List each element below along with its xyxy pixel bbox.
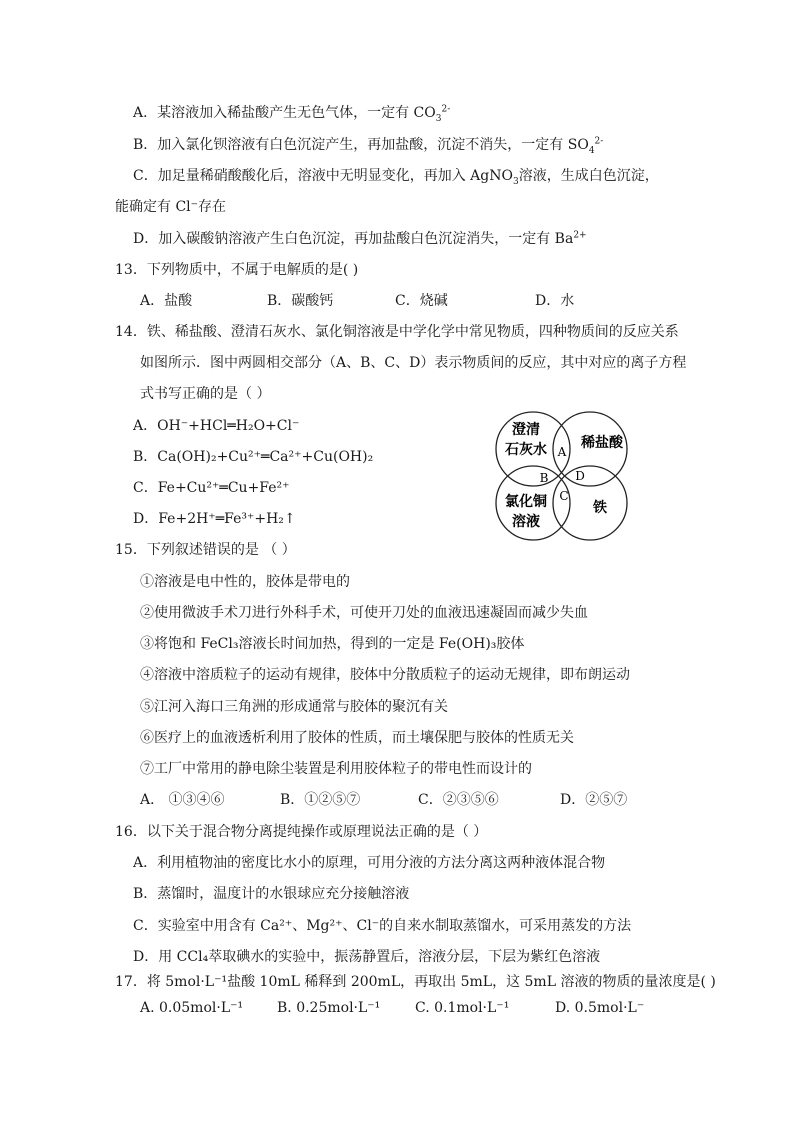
q15-item-4: ④溶液中溶质粒子的运动有规律，胶体中分散质粒子的运动无规律，即布朗运动 (140, 667, 630, 683)
q12-option-c: C．加足量稀硝酸酸化后，溶液中无明显变化，再加入 AgNO$_3$溶液，生成白色沉淀， (133, 168, 659, 187)
q14-option-a: A．OH⁻+HCl═H₂O+Cl⁻ (133, 418, 300, 434)
q14-stem-line-1: 14．铁、稀盐酸、澄清石灰水、氯化铜溶液是中学化学中常见物质，四种物质间的反应关系 (115, 324, 679, 340)
venn-circle-iron (553, 466, 627, 540)
q12-option-c-continued: 能确定有 Cl⁻存在 (115, 199, 227, 215)
q16-stem: 16．以下关于混合物分离提纯操作或原理说法正确的是（ ） (115, 824, 488, 840)
q13-option-a: A．盐酸 (140, 293, 193, 309)
q13-option-d: D．水 (535, 293, 575, 309)
q15-option-a: A． ①③④⑥ (140, 792, 225, 808)
q13-option-b: B．碳酸钙 (267, 293, 334, 309)
venn-label-copper-chloride-1: 氯化铜 (505, 494, 547, 510)
q14-stem-line-2: 如图所示．图中两圆相交部分（A、B、C、D）表示物质间的反应，其中对应的离子方程 (140, 355, 687, 371)
venn-diagram (492, 406, 632, 546)
q17-option-d: D. 0.5mol·L⁻ (555, 1000, 645, 1016)
venn-region-b: B (539, 471, 549, 485)
venn-label-limewater-1: 澄清 (512, 422, 540, 438)
q16-option-a: A．利用植物油的密度比水小的原理，可用分液的方法分离这两种液体混合物 (133, 855, 606, 871)
q12-option-b: B．加入氯化钡溶液有白色沉淀产生，再加盐酸，沉淀不消失，一定有 $SO_4^{2-}$ (133, 136, 604, 156)
venn-label-copper-chloride-2: 溶液 (512, 514, 540, 530)
q16-option-c: C．实验室中用含有 Ca²⁺、Mg²⁺、Cl⁻的自来水制取蒸馏水，可采用蒸发的方法 (133, 918, 632, 934)
venn-label-limewater-2: 石灰水 (505, 442, 547, 458)
q15-item-1: ①溶液是电中性的，胶体是带电的 (140, 574, 350, 590)
q14-stem-line-3: 式书写正确的是（ ） (140, 386, 271, 402)
q16-option-d: D．用 CCl₄萃取碘水的实验中，振荡静置后，溶液分层，下层为紫红色溶液 (133, 949, 601, 965)
q15-item-6: ⑥医疗上的血液透析利用了胶体的性质，而土壤保肥与胶体的性质无关 (140, 730, 574, 746)
q12-option-a: A．某溶液加入稀盐酸产生无色气体，一定有 $CO_3^{2-}$ (133, 104, 451, 124)
q15-item-2: ②使用微波手术刀进行外科手术，可使开刀处的血液迅速凝固而减少失血 (140, 605, 588, 621)
q15-options (140, 790, 700, 810)
q15-item-5: ⑤江河入海口三角洲的形成通常与胶体的聚沉有关 (140, 699, 448, 715)
q15-stem: 15．下列叙述错误的是 （ ） (115, 542, 296, 558)
q17-option-b: B. 0.25mol·L⁻¹ (277, 1000, 381, 1016)
q15-option-b: B．①②⑤⑦ (280, 792, 361, 808)
q15-item-7: ⑦工厂中常用的静电除尘装置是利用胶体粒子的带电性而设计的 (140, 761, 532, 777)
venn-region-d: D (575, 469, 585, 483)
q14-option-b: B．Ca(OH)₂+Cu²⁺═Ca²⁺+Cu(OH)₂ (133, 449, 374, 465)
q17-option-c: C. 0.1mol·L⁻¹ (415, 1000, 510, 1016)
venn-region-c: C (559, 489, 569, 503)
q16-option-b: B．蒸馏时，温度计的水银球应充分接触溶液 (133, 886, 410, 902)
venn-label-iron: 铁 (593, 500, 607, 516)
q15-item-3: ③将饱和 FeCl₃溶液长时间加热，得到的一定是 Fe(OH)₃胶体 (140, 636, 525, 652)
q12-option-d: D．加入碳酸钠溶液产生白色沉淀，再加盐酸白色沉淀消失，一定有 $Ba^{2+}$ (133, 230, 587, 247)
q17-options (140, 998, 685, 1018)
q17-option-a: A. 0.05mol·L⁻¹ (140, 1000, 244, 1016)
q13-stem: 13．下列物质中，不属于电解质的是( ) (115, 262, 359, 278)
q15-option-c: C．②③⑤⑥ (418, 792, 499, 808)
q13-option-c: C．烧碱 (395, 293, 448, 309)
venn-label-hydrochloric-acid: 稀盐酸 (581, 435, 623, 451)
venn-region-a: A (557, 445, 567, 459)
q17-stem: 17．将 5mol·L⁻¹盐酸 10mL 稀释到 200mL，再取出 5mL，这 5mL 溶液的物质的量浓度是( ) (115, 974, 716, 990)
q13-options (140, 291, 700, 311)
q14-option-c: C．Fe+Cu²⁺═Cu+Fe²⁺ (133, 480, 290, 496)
q14-option-d: D．Fe+2H⁺═Fe³⁺+H₂↑ (133, 511, 296, 527)
q15-option-d: D．②⑤⑦ (560, 792, 628, 808)
